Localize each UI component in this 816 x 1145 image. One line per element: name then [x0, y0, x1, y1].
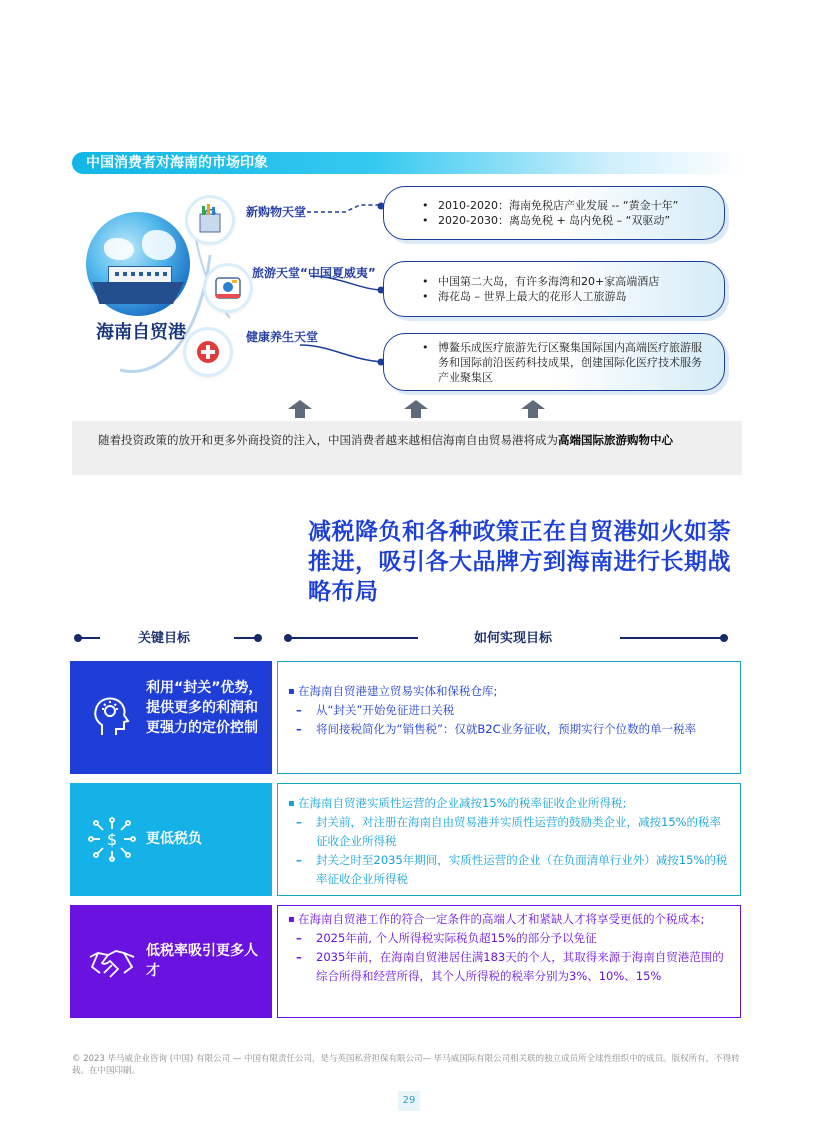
how-first-line: ▪ 在海南自贸港实质性运营的企业减按15%的税率征收企业所得税;: [288, 794, 730, 813]
camera-icon: [206, 266, 250, 310]
pill-shopping: [383, 186, 725, 240]
summary-text: 随着投资政策的放开和更多外商投资的注入，中国消费者越来越相信海南自由贸易港将成为: [98, 433, 558, 447]
up-arrow-icon: [521, 400, 545, 418]
idea-head-icon: [88, 691, 136, 739]
column-header-how-label: 如何实现目标: [474, 631, 553, 646]
goal-card-pricing: [70, 661, 272, 774]
pill-bullet: • 海花岛 – 世界上最大的花形人工旅游岛: [422, 289, 710, 304]
node-label-tourism: 旅游天堂“中国夏威夷”: [252, 266, 376, 280]
column-header-goal: [74, 627, 266, 647]
up-arrow-icon: [288, 400, 312, 418]
how-sub-item: – 将间接税简化为“销售税”：仅就B2C业务征收，预期实行个位数的单一税率: [288, 720, 730, 739]
ship-cabin-illustration: [108, 266, 172, 284]
goal-card-tax: [70, 783, 272, 896]
how-box-pricing: [277, 661, 741, 774]
column-header-how: [284, 627, 732, 647]
hub-label: 海南自贸港: [96, 322, 186, 343]
how-sub-item: – 2035年前，在海南自贸港居住满183天的个人，其取得来源于海南自贸港范围的综合所得和经营所得，其个人所得税的税率分别为3%、10%、15%: [288, 948, 730, 986]
pill-tourism: [383, 261, 725, 317]
svg-text:$: $: [107, 830, 118, 849]
column-header-goal-label: 关键目标: [138, 631, 191, 646]
medical-cross-icon: [186, 330, 230, 374]
how-first-line: ▪ 在海南自贸港建立贸易实体和保税仓库;: [288, 682, 730, 701]
how-sub-item: – 封关前，对注册在海南自由贸易港并实质性运营的鼓励类企业，减按15%的税率征收企业所得税: [288, 813, 730, 851]
node-label-shopping: 新购物天堂: [246, 205, 307, 219]
goal-text: 更低税负: [146, 831, 202, 847]
copyright-footer: © 2023 毕马威企业咨询 (中国) 有限公司 — 中国有限责任公司，是与英国私营担保有限公司— 毕马威国际有限公司相关联的独立成员所全球性组织中的成员。版权所有，不得转载。在中国印刷。: [72, 1054, 740, 1076]
goal-text: 利用“封关”优势，提供更多的利润和更强力的定价控制: [146, 680, 263, 736]
goal-card-talent: [70, 905, 272, 1018]
node-label-health: 健康养生天堂: [246, 330, 319, 344]
ship-hull-illustration: [92, 282, 184, 304]
how-box-tax: [277, 783, 741, 896]
pill-health: [383, 333, 725, 391]
summary-emphasis: 高端国际旅游购物中心: [558, 433, 673, 447]
pill-bullet: • 博鳌乐成医疗旅游先行区聚集国际国内高端医疗旅游服务和国际前沿医药科技成果，创建国际化医疗技术服务产业聚集区: [422, 340, 710, 385]
main-title: 减税降负和各种政策正在自贸港如火如荼推进，吸引各大品牌方到海南进行长期战略布局: [308, 519, 731, 605]
how-sub-item: – 从“封关”开始免征进口关税: [288, 701, 730, 720]
how-sub-item: – 封关之时至2035年期间，实质性运营的企业（在负面清单行业外）减按15%的税率征收企业所得税: [288, 851, 730, 889]
pill-bullet: • 2010-2020：海南免税店产业发展 -- “黄金十年”: [422, 198, 710, 213]
how-box-talent: [277, 905, 741, 1018]
pill-bullet: • 中国第二大岛，有许多海湾和20+家高端酒店: [422, 274, 710, 289]
section-header: 中国消费者对海南的市场印象: [72, 152, 742, 174]
how-sub-item: – 2025年前, 个人所得税实际税负超15%的部分予以免征: [288, 929, 730, 948]
how-first-line: ▪ 在海南自贸港工作的符合一定条件的高端人才和紧缺人才将享受更低的个税成本;: [288, 910, 730, 929]
page-number: 29: [398, 1091, 420, 1111]
goal-text: 低税率吸引更多人才: [146, 943, 258, 979]
summary-box: [72, 421, 742, 475]
shopping-bag-icon: [188, 198, 232, 242]
pill-bullet: • 2020-2030：离岛免税 + 岛内免税 – “双驱动”: [422, 213, 710, 228]
network-dollar-icon: [88, 815, 136, 863]
handshake-icon: [88, 939, 136, 987]
up-arrow-icon: [404, 400, 428, 418]
